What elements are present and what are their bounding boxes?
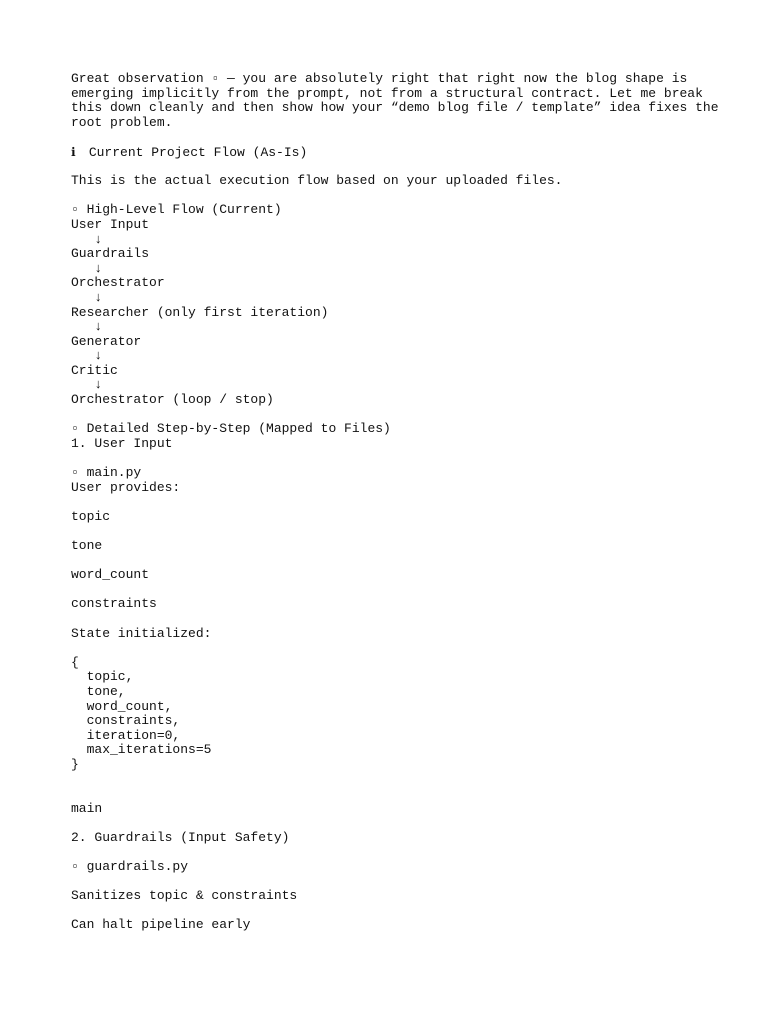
code-block: [71, 656, 731, 773]
detailed-heading: ▫ Detailed Step-by-Step (Mapped to Files): [71, 421, 391, 437]
code-line: {: [71, 654, 79, 670]
high-level-heading: ▫ High-Level Flow (Current): [71, 202, 282, 218]
step2-title: 2. Guardrails (Input Safety): [71, 829, 290, 845]
flow-step: User Input: [71, 216, 150, 232]
intro-line-2: emerging implicitly from the prompt, not from a structural contract. Let me break: [71, 85, 703, 101]
source-reference: main: [71, 800, 103, 816]
flow-step: Critic: [71, 362, 118, 378]
flow-arrow: [71, 320, 731, 335]
code-line: tone,: [71, 683, 126, 699]
code-line: topic,: [71, 669, 134, 685]
section-heading: [71, 145, 731, 160]
flow-arrow: [71, 349, 731, 364]
flow-step: Generator: [71, 333, 142, 349]
section-description: This is the actual execution flow based on your uploaded files.: [71, 173, 563, 189]
intro-line-1: Great observation ▫ — you are absolutely right that right now the blog shape is: [71, 71, 688, 86]
code-line: constraints,: [71, 713, 181, 729]
flow-step: Researcher (only first iteration): [71, 304, 329, 320]
input-item: constraints: [71, 596, 157, 612]
info-icon: ℹ: [71, 144, 76, 159]
state-label: State initialized:: [71, 625, 212, 641]
down-arrow-icon: ↓: [94, 260, 103, 276]
flow-step: Orchestrator (loop / stop): [71, 392, 274, 408]
flow-arrow: [71, 378, 731, 393]
flow-arrow: [71, 291, 731, 306]
flow-step: Orchestrator: [71, 275, 165, 291]
intro-line-4: root problem.: [71, 114, 173, 130]
flow-arrow: [71, 233, 731, 248]
input-item: topic: [71, 508, 111, 524]
down-arrow-icon: ↓: [94, 348, 103, 364]
step2-point: Sanitizes topic & constraints: [71, 888, 298, 904]
document-body: [71, 72, 731, 933]
flow-step: Guardrails: [71, 246, 150, 262]
flow-arrow: [71, 262, 731, 277]
intro-line-3: this down cleanly and then show how your “demo blog file / template” idea fixes the: [71, 100, 719, 116]
input-item: tone: [71, 538, 103, 553]
down-arrow-icon: ↓: [94, 319, 103, 335]
step1-title: 1. User Input: [71, 435, 173, 451]
code-line: max_iterations=5: [71, 742, 212, 758]
down-arrow-icon: ↓: [94, 231, 103, 247]
input-item: word_count: [71, 567, 150, 583]
code-line: word_count,: [71, 698, 173, 714]
code-line: }: [71, 756, 79, 772]
section-heading-text: Current Project Flow (As-Is): [88, 144, 308, 160]
step1-provides: User provides:: [71, 479, 181, 495]
step1-file: ▫ main.py: [71, 465, 142, 481]
step2-file: ▫ guardrails.py: [71, 859, 189, 875]
down-arrow-icon: ↓: [94, 377, 103, 393]
down-arrow-icon: ↓: [94, 289, 103, 305]
code-line: iteration=0,: [71, 727, 181, 743]
step2-point: Can halt pipeline early: [71, 917, 251, 933]
